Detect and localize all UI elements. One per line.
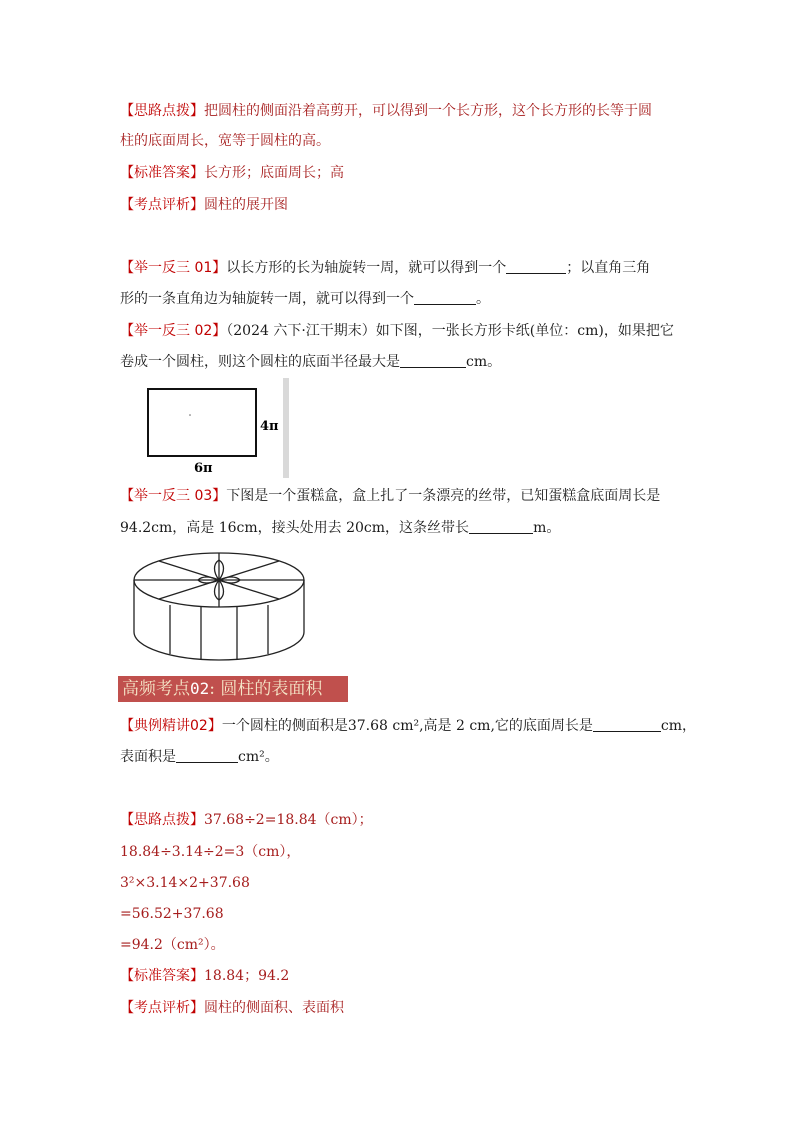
answer-text: 18.84；94.2 bbox=[204, 968, 290, 984]
topic-text: 圆柱的侧面积、表面积 bbox=[204, 1000, 344, 1016]
ex01-line-1 bbox=[120, 258, 650, 278]
solution-step-1: 37.68÷2=18.84（cm）； bbox=[204, 812, 373, 828]
section-title-b: : 圆柱的表面积 bbox=[209, 679, 323, 699]
solution-line-5 bbox=[120, 935, 225, 955]
example02-text-2a: 表面积是 bbox=[120, 749, 176, 765]
topic-line bbox=[120, 998, 344, 1018]
ex01-text-2b: 。 bbox=[476, 291, 490, 307]
example02-text-1b: cm， bbox=[660, 718, 697, 734]
ex01-line-2 bbox=[120, 289, 490, 309]
ex03-line-2 bbox=[120, 518, 560, 538]
topic-tag: 【考点评析】 bbox=[120, 1000, 204, 1016]
topic-tag: 【考点评析】 bbox=[120, 197, 204, 213]
answer-blank[interactable] bbox=[400, 353, 466, 368]
ex01-text-1b: ；以直角三角 bbox=[566, 260, 651, 276]
example02-line-1 bbox=[120, 716, 696, 736]
ex03-text-1: 下图是一个蛋糕盒，盒上扎了一条漂亮的丝带，已知蛋糕盒底面周长是 bbox=[226, 488, 661, 504]
section-title-num: 02 bbox=[190, 679, 210, 698]
ex02-tag: 【举一反三 02】 bbox=[120, 323, 227, 339]
solution-line-4 bbox=[120, 904, 224, 924]
topic-line bbox=[120, 195, 288, 215]
solution-line-3 bbox=[120, 873, 250, 893]
ex03-text-2a: 94.2cm，高是 16cm，接头处用去 20cm，这条丝带长 bbox=[120, 520, 470, 536]
answer-text: 长方形；底面周长；高 bbox=[204, 165, 344, 181]
example02-tag: 【典例精讲02】 bbox=[120, 718, 222, 734]
answer-blank[interactable] bbox=[176, 748, 238, 763]
solution-line-2 bbox=[120, 842, 300, 862]
tip-tag: 【思路点拨】 bbox=[120, 103, 204, 119]
card-rectangle bbox=[148, 389, 256, 456]
ex02-text-2a: 卷成一个圆柱，则这个圆柱的底面半径最大是 bbox=[120, 354, 400, 370]
cake-box-figure bbox=[130, 550, 310, 665]
ex03-text-2b: m。 bbox=[533, 520, 561, 536]
figure-edge-shadow bbox=[283, 378, 289, 478]
example02-text-2b: cm²。 bbox=[238, 749, 279, 765]
tip-text-1: 把圆柱的侧面沿着高剪开，可以得到一个长方形，这个长方形的长等于圆 bbox=[204, 103, 652, 119]
height-label: 4π bbox=[260, 419, 279, 434]
solution-step-4: =56.52+37.68 bbox=[120, 906, 224, 922]
tip-text-2: 柱的底面周长，宽等于圆柱的高。 bbox=[120, 133, 330, 149]
answer-tag: 【标准答案】 bbox=[120, 968, 204, 984]
section-title-a: 高频考点 bbox=[122, 679, 190, 699]
answer-line bbox=[120, 966, 289, 986]
ex02-text-1: （2024 六下·江干期末）如下图，一张长方形卡纸(单位：cm)，如果把它 bbox=[226, 323, 674, 339]
section-heading bbox=[118, 676, 348, 702]
ex03-tag: 【举一反三 03】 bbox=[120, 488, 227, 504]
answer-tag: 【标准答案】 bbox=[120, 165, 204, 181]
answer-line bbox=[120, 163, 344, 183]
ex02-line-2 bbox=[120, 352, 501, 372]
example02-text-1a: 一个圆柱的侧面积是37.68 cm²,高是 2 cm,它的底面周长是 bbox=[221, 718, 593, 734]
tip-line-2 bbox=[120, 131, 330, 151]
solution-step-2: 18.84÷3.14÷2=3（cm）， bbox=[120, 844, 301, 860]
ex03-line-1 bbox=[120, 486, 660, 506]
center-dot bbox=[189, 414, 191, 416]
ex01-text-1a: 以长方形的长为轴旋转一周，就可以得到一个 bbox=[226, 260, 507, 276]
ex01-tag: 【举一反三 01】 bbox=[120, 260, 227, 276]
ex01-text-2a: 形的一条直角边为轴旋转一周，就可以得到一个 bbox=[120, 291, 414, 307]
answer-blank[interactable] bbox=[414, 290, 476, 305]
solution-line-1 bbox=[120, 810, 373, 830]
solution-step-3: 3²×3.14×2+37.68 bbox=[120, 875, 250, 891]
answer-blank[interactable] bbox=[506, 259, 566, 274]
topic-text: 圆柱的展开图 bbox=[204, 197, 288, 213]
answer-blank[interactable] bbox=[593, 717, 661, 732]
example02-line-2 bbox=[120, 747, 279, 767]
tip-line-1 bbox=[120, 101, 652, 121]
ex02-line-1 bbox=[120, 321, 674, 341]
answer-blank[interactable] bbox=[469, 519, 533, 534]
solution-step-5: =94.2（cm²）。 bbox=[120, 937, 225, 953]
rectangle-figure bbox=[140, 378, 290, 478]
tip-tag: 【思路点拨】 bbox=[120, 812, 204, 828]
ex02-text-2b: cm。 bbox=[466, 354, 502, 370]
width-label: 6π bbox=[194, 461, 213, 476]
